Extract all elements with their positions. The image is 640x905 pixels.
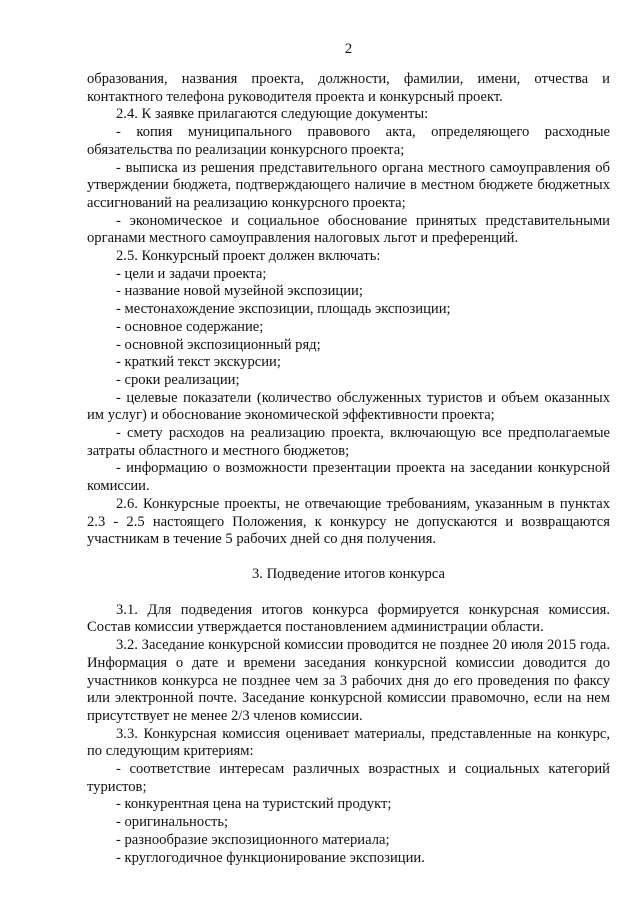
list-item: - целевые показатели (количество обслуженных туристов и объем оказанных им услуг) и обоснование экономической эффективности проекта; bbox=[87, 389, 610, 424]
list-item: - смету расходов на реализацию проекта, включающую все предполагаемые затраты областного и местного бюджетов; bbox=[87, 425, 610, 459]
list-item: - основное содержание; bbox=[116, 318, 264, 335]
paragraph: 3.2. Заседание конкурсной комиссии проводится не позднее 20 июля 2015 года. Информация о дате и времени заседания конкурсной комиссии доводится до участников конкурса не позднее чем за 3 рабочих дня до его проведения по факсу или электронной почте. Заседание конкурсной комиссии правомочно, если на нем присутствует не менее 2/3 членов комиссии. bbox=[87, 637, 610, 724]
paragraph: 2.5. Конкурсный проект должен включать: bbox=[116, 248, 381, 265]
list-item: - экономическое и социальное обоснование принятых представительными органами местного самоуправления налоговых льгот и преференций. bbox=[87, 212, 610, 247]
paragraph: образования, названия проекта, должности, фамилии, имени, отчества и контактного телефона руководителя проекта и конкурсный проект. bbox=[87, 71, 610, 105]
list-item: - конкурентная цена на туристский продукт; bbox=[116, 796, 392, 813]
list-item: - основной экспозиционный ряд; bbox=[116, 336, 321, 353]
list-item: - информацию о возможности презентации проекта на заседании конкурсной комиссии. bbox=[87, 460, 610, 495]
paragraph: 3.3. Конкурсная комиссия оценивает материалы, представленные на конкурс, по следующим критериям: bbox=[87, 725, 610, 760]
list-item: - сроки реализации; bbox=[116, 371, 240, 388]
list-item: - оригинальность; bbox=[116, 814, 229, 831]
list-item: - разнообразие экспозиционного материала; bbox=[116, 831, 390, 848]
list-item: - местонахождение экспозиции, площадь экспозиции; bbox=[116, 301, 451, 318]
paragraph: 2.4. К заявке прилагаются следующие документы: bbox=[116, 106, 429, 123]
list-item: - копия муниципального правового акта, определяющего расходные обязательства по реализации конкурсного проекта; bbox=[87, 124, 610, 158]
paragraph: 3.1. Для подведения итогов конкурса формируется конкурсная комиссия. Состав комиссии утверждается постановлением администрации области. bbox=[87, 601, 610, 636]
list-item: - краткий текст экскурсии; bbox=[116, 354, 281, 371]
paragraph: 2.6. Конкурсные проекты, не отвечающие требованиям, указанным в пунктах 2.3 - 2.5 настоящего Положения, к конкурсу не допускаются и возвращаются участникам в течение 5 рабочих дней со дня получения. bbox=[87, 495, 610, 548]
section-2-body bbox=[87, 71, 610, 549]
list-item: - цели и задачи проекта; bbox=[116, 265, 267, 282]
list-item: - соответствие интересам различных возрастных и социальных категорий туристов; bbox=[87, 761, 610, 795]
page-number: 2 bbox=[344, 41, 353, 57]
section-title: 3. Подведение итогов конкурса bbox=[252, 565, 445, 582]
list-item: - выписка из решения представительного органа местного самоуправления об утверждении бюджета, подтверждающего наличие в местном бюджете бюджетных ассигнований на реализацию конкурсного проекта; bbox=[87, 159, 610, 211]
list-item: - круглогодичное функционирование экспозиции. bbox=[116, 849, 425, 866]
section-3-body bbox=[87, 602, 610, 868]
list-item: - название новой музейной экспозиции; bbox=[116, 283, 363, 300]
